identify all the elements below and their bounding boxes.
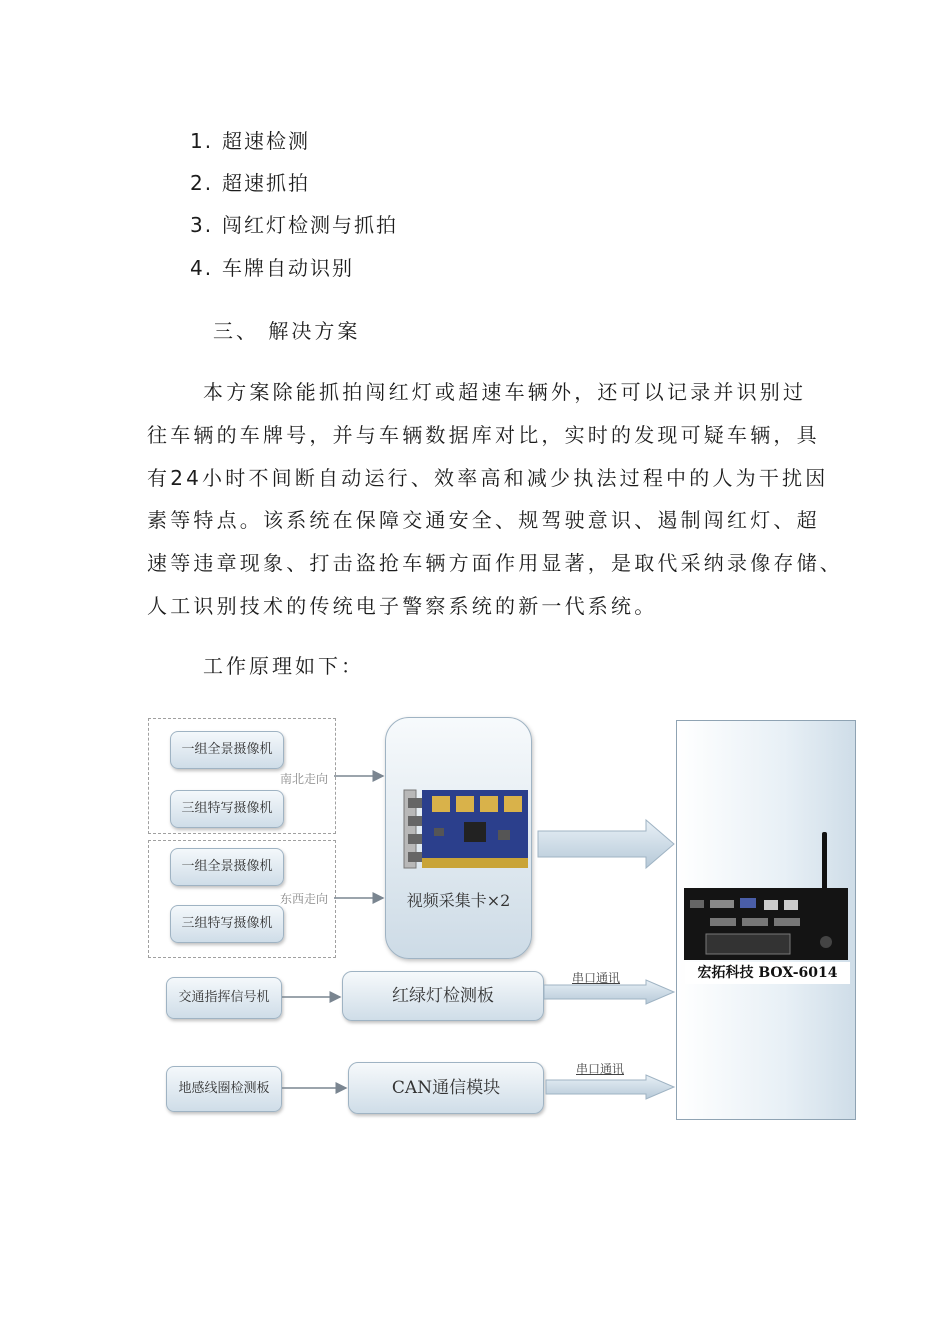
list-item: 1. 超速检测 <box>190 129 310 153</box>
can-module-box: CAN通信模块 <box>348 1062 544 1114</box>
ew-panoramic-camera: 一组全景摄像机 <box>170 848 284 886</box>
paragraph-line: 有24小时不间断自动运行、效率高和减少执法过程中的人为干扰因 <box>147 466 829 490</box>
list-item: 3. 闯红灯检测与抓拍 <box>190 213 398 237</box>
paragraph-line: 本方案除能抓拍闯红灯或超速车辆外，还可以记录并识别过 <box>203 380 807 404</box>
section-heading: 三、 解决方案 <box>213 319 361 343</box>
ns-closeup-camera: 三组特写摄像机 <box>170 790 284 828</box>
ew-direction-label: 东西走向 <box>280 892 329 906</box>
ns-panoramic-camera: 一组全景摄像机 <box>170 731 284 769</box>
paragraph-line: 人工识别技术的传统电子警察系统的新一代系统。 <box>147 594 658 618</box>
loop-detect-box: 地感线圈检测板 <box>166 1066 282 1112</box>
ew-closeup-camera: 三组特写摄像机 <box>170 905 284 943</box>
paragraph-line: 速等违章现象、打击盗抢车辆方面作用显著，是取代采纳录像存储、 <box>147 551 843 575</box>
paragraph-line: 素等特点。该系统在保障交通安全、规驾驶意识、遏制闯红灯、超 <box>147 508 820 532</box>
paragraph-line: 往车辆的车牌号，并与车辆数据库对比，实时的发现可疑车辆，具 <box>147 423 820 447</box>
ns-direction-label: 南北走向 <box>280 772 329 786</box>
principle-label: 工作原理如下： <box>203 654 364 678</box>
pci-bus-arrow <box>538 820 674 868</box>
serial-label-1: 串口通讯 <box>572 971 621 985</box>
system-diagram <box>140 712 862 1124</box>
serial-arrow-2 <box>546 1075 674 1099</box>
diagram-arrows <box>140 712 862 1124</box>
list-item: 2. 超速抓拍 <box>190 171 310 195</box>
capture-card-label: 视频采集卡×2 <box>406 891 511 910</box>
list-item: 4. 车牌自动识别 <box>190 256 354 280</box>
server-caption: 宏拓科技 BOX-6014 <box>685 962 850 984</box>
serial-arrow-1 <box>544 980 674 1004</box>
traffic-signal-box: 交通指挥信号机 <box>166 977 282 1019</box>
light-detect-board: 红绿灯检测板 <box>342 971 544 1021</box>
serial-label-2: 串口通讯 <box>576 1062 625 1076</box>
